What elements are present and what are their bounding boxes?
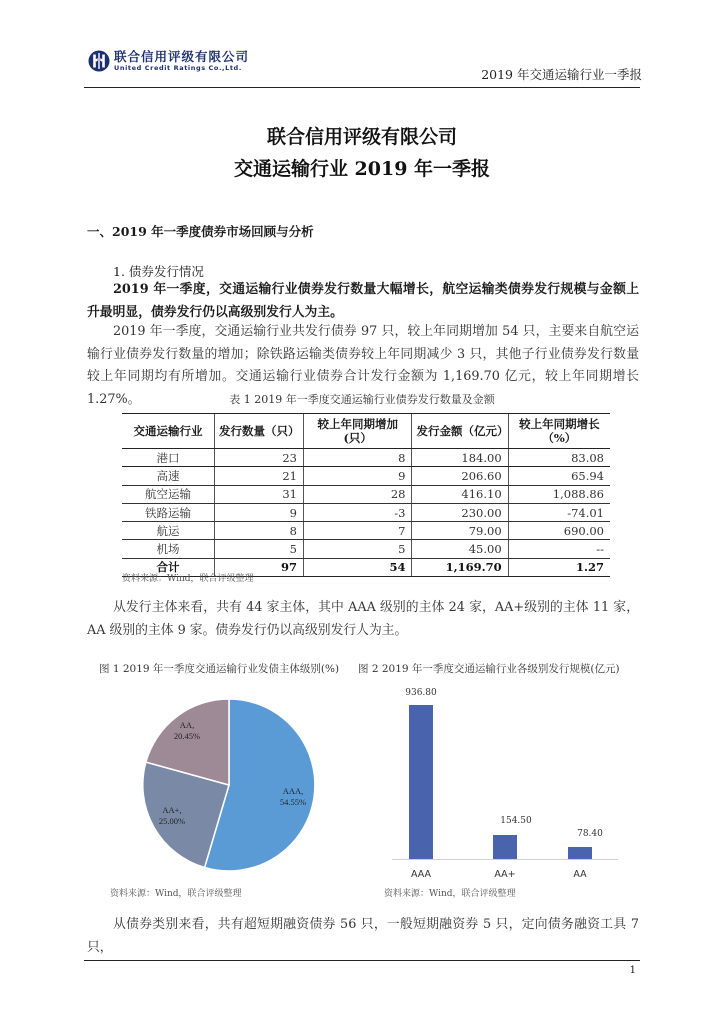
x-tick-label: AA+ xyxy=(494,869,516,880)
svg-text:20.45%: 20.45% xyxy=(173,731,201,741)
table-row xyxy=(122,540,610,558)
cell-count: 8 xyxy=(214,522,303,540)
cell-count-change: 7 xyxy=(303,522,412,540)
cell-count: 5 xyxy=(214,540,303,558)
bar-aaa xyxy=(409,705,433,860)
cell-amount: 79.00 xyxy=(412,522,508,540)
cell-growth: -- xyxy=(508,540,610,558)
cell-total-growth: 1.27 xyxy=(508,558,610,576)
cell-growth: 83.08 xyxy=(508,449,610,467)
figure2-source-note: 资料来源：Wind，联合评级整理 xyxy=(384,889,516,899)
bar-value-label: 154.50 xyxy=(500,816,532,826)
column-header: 较上年同期增加(只） xyxy=(303,414,412,449)
body-paragraph-bond-types: 从债券类别来看，共有超短期融资债券 56 只，一般短期融资券 5 只，定向债务融资工具 7 只， xyxy=(87,917,639,955)
rating-issuance-bar-chart xyxy=(380,685,620,885)
section-heading: 一、2019 年一季度债券市场回顾与分析 xyxy=(87,224,314,239)
cell-total-label: 合计 xyxy=(122,558,214,576)
cell-sector: 高速 xyxy=(122,467,214,485)
cell-amount: 416.10 xyxy=(412,485,508,503)
cell-count-change: 28 xyxy=(303,485,412,503)
cell-growth: 1,088.86 xyxy=(508,485,610,503)
svg-text:54.55%: 54.55% xyxy=(279,797,307,807)
table-row xyxy=(122,485,610,503)
bar-aa-plus xyxy=(493,835,517,860)
running-title: 2019 年交通运输行业一季报 xyxy=(481,67,642,82)
cell-sector: 航运 xyxy=(122,522,214,540)
column-header: 较上年同期增长（%） xyxy=(508,414,610,449)
column-header: 发行数量（只） xyxy=(214,414,303,449)
cell-count: 21 xyxy=(214,467,303,485)
logo-mark-icon xyxy=(88,50,110,72)
bar-value-label: 936.80 xyxy=(405,688,437,698)
cell-sector: 铁路运输 xyxy=(122,503,214,521)
cell-count: 31 xyxy=(214,485,303,503)
footer-divider xyxy=(84,960,640,961)
summary-paragraph: 2019 年一季度，交通运输行业债券发行数量大幅增长，航空运输类债券发行规模与金额上升最明显，债券发行仍以高级别发行人为主。 xyxy=(87,282,639,320)
cell-count-change: -3 xyxy=(303,503,412,521)
table-row xyxy=(122,503,610,521)
header-divider xyxy=(84,87,640,88)
pie-label-aaa: AAA, xyxy=(282,786,304,796)
body-paragraph-issuers: 从发行主体来看，共有 44 家主体，其中 AAA 级别的主体 24 家，AA+级别的主体 11 家，AA 级别的主体 9 家。债券发行仍以高级别发行人为主。 xyxy=(87,600,639,638)
cell-total-amount: 1,169.70 xyxy=(412,558,508,576)
table-row xyxy=(122,522,610,540)
cell-amount: 184.00 xyxy=(412,449,508,467)
page-number: 1 xyxy=(629,965,636,976)
logo-english-name: United Credit Ratings Co.,Ltd. xyxy=(114,64,242,72)
logo-chinese-name: 联合信用评级有限公司 xyxy=(114,48,250,64)
column-header: 发行金额（亿元） xyxy=(412,414,508,449)
cell-sector: 航空运输 xyxy=(122,485,214,503)
figure1-source-note: 资料来源：Wind，联合评级整理 xyxy=(110,889,242,899)
cell-sector: 机场 xyxy=(122,540,214,558)
cell-sector: 港口 xyxy=(122,449,214,467)
pie-label-aa: AA, xyxy=(179,720,195,730)
table-row xyxy=(122,449,610,467)
document-title-report: 交通运输行业 2019 年一季报 xyxy=(233,158,491,180)
pie-label-aa-plus: AA+, xyxy=(162,805,182,815)
cell-growth: 690.00 xyxy=(508,522,610,540)
x-tick-label: AAA xyxy=(410,869,432,880)
bond-issuance-table xyxy=(122,413,610,577)
body-paragraph-issuance: 2019 年一季度，交通运输行业共发行债券 97 只，较上年同期增加 54 只，主要来自航空运输行业债券发行数量的增加；除铁路运输类债券较上年同期减少 3 只，其他子行业债券发行数量较上年同期均有所增加。交通运输行业债券合计发行金额为 1,169.70 亿元，较上年同期增长 1.27%。 xyxy=(87,324,639,407)
svg-text:25.00%: 25.00% xyxy=(158,816,186,826)
cell-count-change: 5 xyxy=(303,540,412,558)
cell-growth: 65.94 xyxy=(508,467,610,485)
cell-amount: 45.00 xyxy=(412,540,508,558)
cell-count-change: 8 xyxy=(303,449,412,467)
bar-value-label: 78.40 xyxy=(577,829,603,839)
cell-count: 23 xyxy=(214,449,303,467)
sub-heading: 1. 债券发行情况 xyxy=(113,264,204,279)
column-header: 交通运输行业 xyxy=(122,414,214,449)
cell-total-count-change: 54 xyxy=(303,558,412,576)
cell-count: 9 xyxy=(214,503,303,521)
cell-amount: 230.00 xyxy=(412,503,508,521)
table-source-note: 资料来源：Wind，联合评级整理 xyxy=(122,574,254,584)
table-caption: 表 1 2019 年一季度交通运输行业债券发行数量及金额 xyxy=(229,393,495,406)
figure1-caption: 图 1 2019 年一季度交通运输行业发债主体级别(%) xyxy=(99,663,340,675)
table-row xyxy=(122,467,610,485)
cell-total-count: 97 xyxy=(214,558,303,576)
document-title-company: 联合信用评级有限公司 xyxy=(266,126,457,148)
cell-amount: 206.60 xyxy=(412,467,508,485)
x-tick-label: AA xyxy=(573,869,587,880)
x-axis-line xyxy=(392,859,618,860)
issuer-rating-pie-chart xyxy=(130,690,330,880)
cell-count-change: 9 xyxy=(303,467,412,485)
cell-growth: -74.01 xyxy=(508,503,610,521)
company-logo xyxy=(88,50,249,72)
figure2-caption: 图 2 2019 年一季度交通运输行业各级别发行规模(亿元) xyxy=(358,663,620,675)
table-header-row xyxy=(122,414,610,449)
